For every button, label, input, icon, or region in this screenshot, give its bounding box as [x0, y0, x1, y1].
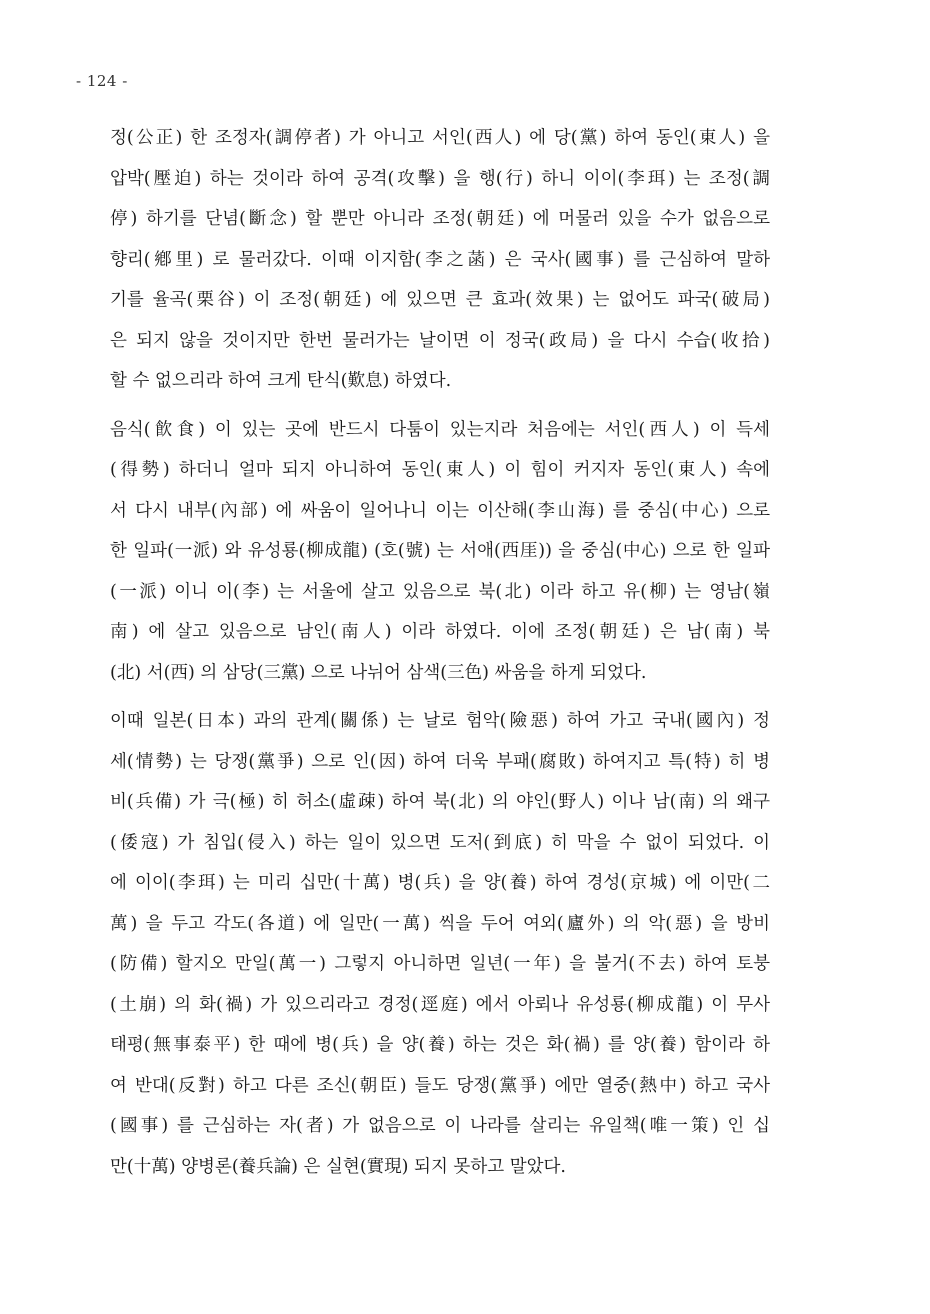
text-line: (得勢) 하더니 얼마 되지 아니하여 동인(東人) 이 힘이 커지자 동인(東人) 속에: [110, 460, 770, 480]
text-line: 萬) 을 두고 각도(各道) 에 일만(一萬) 씩을 두어 여외(廬外) 의 악(惡) 을 방비: [110, 913, 770, 934]
text-line: 압박(壓迫) 하는 것이라 하여 공격(攻擊) 을 행(行) 하니 이이(李珥) 는 조정(調: [110, 168, 770, 189]
text-line: 비(兵備) 가 극(極) 히 허소(虛疎) 하여 북(北) 의 야인(野人) 이나 남(南) 의 왜구: [110, 792, 770, 812]
paragraph-1: [110, 118, 770, 402]
text-line: 만(十萬) 양병론(養兵論) 은 실현(實現) 되지 못하고 말았다.: [110, 1156, 566, 1177]
text-line: 여 반대(反對) 하고 다른 조신(朝臣) 들도 당쟁(黨爭) 에만 열중(熱中) 하고 국사: [110, 1075, 770, 1096]
text-line: 停) 하기를 단념(斷念) 할 뿐만 아니라 조정(朝廷) 에 머물러 있을 수가 없음으로: [110, 209, 770, 229]
text-line: (一派) 이니 이(李) 는 서울에 살고 있음으로 북(北) 이라 하고 유(柳) 는 영남(嶺: [110, 581, 770, 602]
text-line: 서 다시 내부(內部) 에 싸움이 일어나니 이는 이산해(李山海) 를 중심(中心) 으로: [110, 500, 770, 521]
paragraph-2: [110, 410, 770, 694]
text-line: 에 이이(李珥) 는 미리 십만(十萬) 병(兵) 을 양(養) 하여 경성(京城) 에 이만(二: [110, 873, 770, 893]
text-line: 정(公正) 한 조정자(調停者) 가 아니고 서인(西人) 에 당(黨) 하여 동인(東人) 을: [110, 128, 770, 148]
text-line: 세(情勢) 는 당쟁(黨爭) 으로 인(因) 하여 더욱 부패(腐敗) 하여지고 특(特) 히 병: [110, 751, 770, 772]
text-line: 南) 에 살고 있음으로 남인(南人) 이라 하였다. 이에 조정(朝廷) 은 남(南) 북: [110, 622, 770, 642]
text-line: (防備) 할지오 만일(萬一) 그렇지 아니하면 일년(一年) 을 불거(不去) 하여 토붕: [110, 954, 770, 974]
paragraph-3: [110, 701, 770, 1187]
text-line: 음식(飮食) 이 있는 곳에 반드시 다툼이 있는지라 처음에는 서인(西人) 이 득세: [110, 419, 770, 440]
body-text: [110, 118, 770, 1195]
text-line: (倭寇) 가 침입(侵入) 하는 일이 있으면 도저(到底) 히 막을 수 없이 되었다. 이: [110, 832, 770, 853]
text-line: (國事) 를 근심하는 자(者) 가 없음으로 이 나라를 살리는 유일책(唯一策) 인 십: [110, 1116, 770, 1136]
text-line: 이때 일본(日本) 과의 관계(關係) 는 날로 험악(險惡) 하여 가고 국내(國內) 정: [110, 711, 770, 731]
text-line: (土崩) 의 화(禍) 가 있으리라고 경정(逕庭) 에서 아뢰나 유성룡(柳成龍) 이 무사: [110, 994, 770, 1015]
text-line: 기를 율곡(栗谷) 이 조정(朝廷) 에 있으면 큰 효과(效果) 는 없어도 파국(破局): [110, 290, 770, 310]
text-line: 은 되지 않을 것이지만 한번 물러가는 날이면 이 정국(政局) 을 다시 수습(收拾): [110, 330, 770, 351]
text-line: 태평(無事泰平) 한 때에 병(兵) 을 양(養) 하는 것은 화(禍) 를 양(養) 함이라 하: [110, 1035, 770, 1055]
text-line: 향리(鄕里) 로 물러갔다. 이때 이지함(李之菡) 은 국사(國事) 를 근심하여 말하: [110, 249, 770, 270]
text-line: (北) 서(西) 의 삼당(三黨) 으로 나뉘어 삼색(三色) 싸움을 하게 되었다.: [110, 662, 647, 683]
page-number: - 124 -: [76, 72, 128, 90]
text-line: 한 일파(一派) 와 유성룡(柳成龍) (호(號) 는 서애(西厓)) 을 중심(中心) 으로 한 일파: [110, 541, 770, 561]
text-line: 할 수 없으리라 하여 크게 탄식(歎息) 하였다.: [110, 371, 452, 391]
